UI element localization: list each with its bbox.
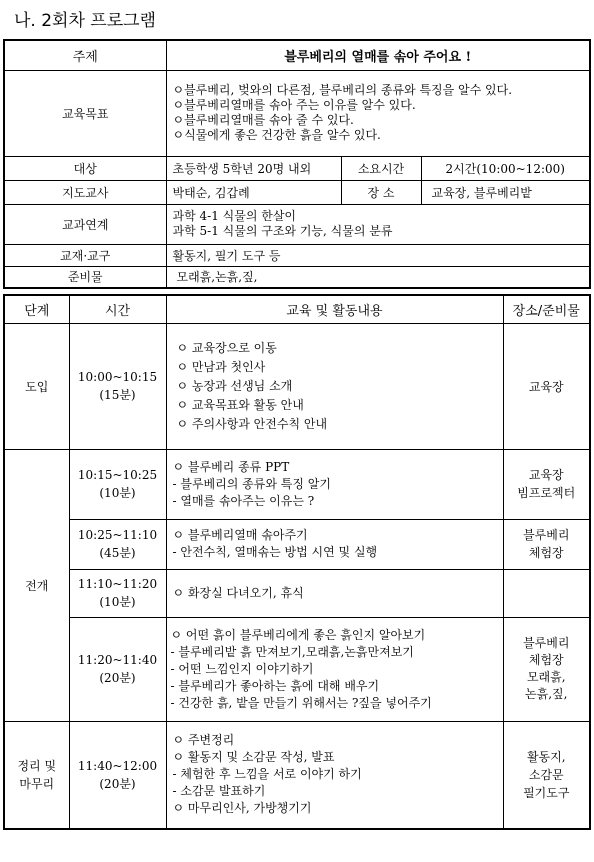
activity-item: ㅇ 만남과 첫인사 [176, 359, 266, 374]
topic-label: 주제 [4, 40, 166, 70]
stage-header: 단계 [4, 295, 69, 323]
row-time: 11:10~11:20 (10분) [69, 569, 166, 617]
activity-item: - 블루베리밭 흙 만져보기,모래흙,논흙만져보기 [170, 644, 414, 659]
activity-item: - 건강한 흙, 밭을 만들기 위해서는 ?짚을 넣어주기 [170, 695, 432, 710]
activity-item: ㅇ 화장실 다녀오기, 휴식 [172, 585, 304, 600]
program-info-table [3, 39, 591, 289]
goal-item: ㅇ블루베리열매를 솎아 줄 수 있다. [172, 113, 354, 127]
stage-intro: 도입 [4, 323, 69, 449]
place-value: 교육장, 블루베리밭 [421, 180, 590, 204]
goal-label: 교육목표 [4, 70, 166, 156]
activity-item: - 어떤 느낌인지 이야기하기 [170, 661, 314, 676]
row-time: 10:15~10:25 (10분) [69, 449, 166, 519]
row-activities [166, 569, 503, 617]
row-time: 10:00~10:15 (15분) [69, 323, 166, 449]
topic-value: 블루베리의 열매를 솎아 주어요 ! [166, 40, 590, 70]
row-place: 블루베리 체험장 [503, 519, 590, 569]
supplies-value: 모래흙,논흙,짚, [166, 266, 590, 288]
activity-item: ㅇ 주의사항과 안전수칙 안내 [176, 416, 328, 431]
supplies-label: 준비물 [4, 266, 166, 288]
activity-item: ㅇ 마무리인사, 가방챙기기 [172, 801, 312, 816]
row-place: 블루베리 체험장 모래흙, 논흙,짚, [503, 617, 590, 721]
materials-label: 교재·교구 [4, 244, 166, 266]
teacher-value: 박태순, 김갑례 [166, 180, 341, 204]
goal-list [166, 70, 590, 156]
time-header: 시간 [69, 295, 166, 323]
row-activities [166, 323, 503, 449]
activity-item: ㅇ 주변정리 [172, 733, 235, 748]
duration-value: 2시간(10:00~12:00) [421, 156, 590, 180]
place-label: 장 소 [341, 180, 421, 204]
activity-item: - 안전수칙, 열매솎는 방법 시연 및 실행 [172, 545, 378, 559]
activity-item: - 체험한 후 느낌을 서로 이야기 하기 [172, 767, 362, 782]
activity-item: ㅇ 교육목표와 활동 안내 [176, 397, 304, 412]
row-activities [166, 617, 503, 721]
activity-item: ㅇ 교육장으로 이동 [176, 340, 277, 355]
stage-main: 전개 [4, 449, 69, 721]
goal-item: ㅇ블루베리열매를 솎아 주는 이유를 알수 있다. [172, 98, 416, 112]
row-place: 교육장 빔프로젝터 [503, 449, 590, 519]
activity-item: - 열매를 솎아주는 이유는 ? [172, 493, 315, 508]
section-heading: 나. 2회차 프로그램 [14, 11, 156, 31]
activity-item: ㅇ 어떤 흙이 블루베리에게 좋은 흙인지 알아보기 [170, 627, 426, 642]
row-place: 활동지, 소감문 필기도구 [503, 721, 590, 829]
stage-wrapup: 정리 및 마무리 [4, 721, 69, 829]
activity-item: - 블루베리가 좋아하는 흙에 대해 배우기 [170, 678, 380, 693]
activity-item: ㅇ 활동지 및 소감문 작성, 발표 [172, 750, 335, 765]
activity-item: ㅇ 블루베리열매 솎아주기 [172, 528, 308, 542]
row-time: 11:20~11:40 (20분) [69, 617, 166, 721]
schedule-table [3, 294, 591, 830]
curriculum-item: 과학 5-1 식물의 구조와 기능, 식물의 분류 [172, 224, 393, 238]
target-value: 초등학생 5학년 20명 내외 [166, 156, 341, 180]
materials-value: 활동지, 필기 도구 등 [166, 244, 590, 266]
activity-item: - 소감문 발표하기 [172, 784, 266, 799]
activity-item: ㅇ 농장과 선생님 소개 [176, 378, 293, 393]
curriculum-item: 과학 4-1 식물의 한살이 [172, 209, 297, 223]
curriculum-list [166, 204, 590, 244]
row-time: 11:40~12:00 (20분) [69, 721, 166, 829]
teacher-label: 지도교사 [4, 180, 166, 204]
activity-header: 교육 및 활동내용 [166, 295, 503, 323]
row-place [503, 569, 590, 617]
row-activities [166, 721, 503, 829]
row-time: 10:25~11:10 (45분) [69, 519, 166, 569]
row-activities [166, 519, 503, 569]
target-label: 대상 [4, 156, 166, 180]
goal-item: ㅇ블루베리, 벚와의 다른점, 블루베리의 종류와 특징을 알수 있다. [172, 83, 513, 97]
goal-item: ㅇ식물에게 좋은 건강한 흙을 알수 있다. [172, 128, 381, 142]
place-header: 장소/준비물 [503, 295, 590, 323]
row-activities [166, 449, 503, 519]
activity-item: ㅇ 블루베리 종류 PPT [172, 459, 290, 474]
curriculum-label: 교과연계 [4, 204, 166, 244]
row-place: 교육장 [503, 323, 590, 449]
duration-label: 소요시간 [341, 156, 421, 180]
activity-item: - 블루베리의 종류와 특징 알기 [172, 476, 331, 491]
